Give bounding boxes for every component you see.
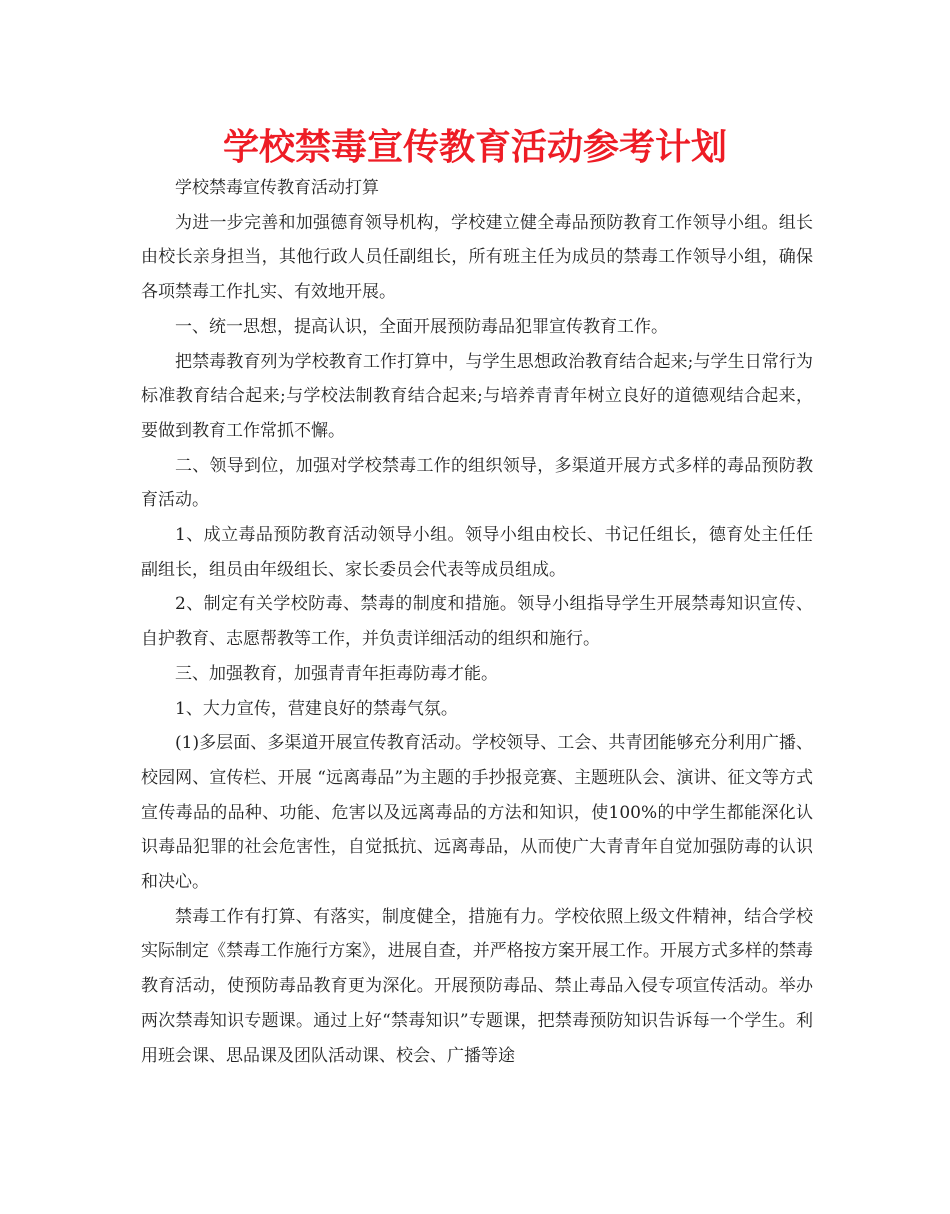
section-heading: 二、领导到位，加强对学校禁毒工作的组织领导，多渠道开展方式多样的毒品预防教育活动。 [141, 455, 813, 511]
document-body [141, 171, 813, 1073]
paragraph: 1、大力宣传，营建良好的禁毒气氛。 [175, 698, 458, 719]
paragraph-subtitle: 学校禁毒宣传教育活动打算 [175, 178, 379, 198]
paragraph: 2、制定有关学校防毒、禁毒的制度和措施。领导小组指导学生开展禁毒知识宣传、自护教育、志愿帮教等工作，并负责详细活动的组织和施行。 [141, 594, 813, 650]
paragraph: 1、成立毒品预防教育活动领导小组。领导小组由校长、书记任组长，德育处主任任副组长，组员由年级组长、家长委员会代表等成员组成。 [141, 525, 813, 580]
document-title: 学校禁毒宣传教育活动参考计划 [222, 127, 727, 168]
paragraph: 为进一步完善和加强德育领导机构，学校建立健全毒品预防教育工作领导小组。组长由校长亲身担当，其他行政人员任副组长，所有班主任为成员的禁毒工作领导小组，确保各项禁毒工作扎实、有效地开展。 [141, 212, 813, 303]
section-heading: 一、统一思想，提高认识，全面开展预防毒品犯罪宣传教育工作。 [175, 316, 668, 337]
section-heading: 三、加强教育，加强青青年拒毒防毒才能。 [175, 663, 498, 684]
paragraph: 禁毒工作有打算、有落实，制度健全，措施有力。学校依照上级文件精神，结合学校实际制定《禁毒工作施行方案》，进展自查，并严格按方案开展工作。开展方式多样的禁毒教育活动，使预防毒品教育更为深化。开展预防毒品、禁止毒品入侵专项宣传活动。举办两次禁毒知识专题课。通过上好“禁毒知识”专题课，把禁毒预防知识告诉每一个学生。利用班会课、思品课及团队活动课、校会、广播等途 [141, 906, 813, 1066]
paragraph: 把禁毒教育列为学校教育工作打算中，与学生思想政治教育结合起来;与学生日常行为标准教育结合起来;与学校法制教育结合起来;与培养青青年树立良好的道德观结合起来，要做到教育工作常抓不懈。 [141, 351, 813, 441]
paragraph: (1)多层面、多渠道开展宣传教育活动。学校领导、工会、共青团能够充分利用广播、校园网、宣传栏、开展 “远离毒品”为主题的手抄报竞赛、主题班队会、演讲、征文等方式宣传毒品的品种、功能、危害以及远离毒品的方法和知识，使100%的中学生都能深化认识毒品犯罪的社会危害性，自觉抵抗、远离毒品，从而使广大青青年自觉加强防毒的认识和决心。 [141, 733, 813, 893]
